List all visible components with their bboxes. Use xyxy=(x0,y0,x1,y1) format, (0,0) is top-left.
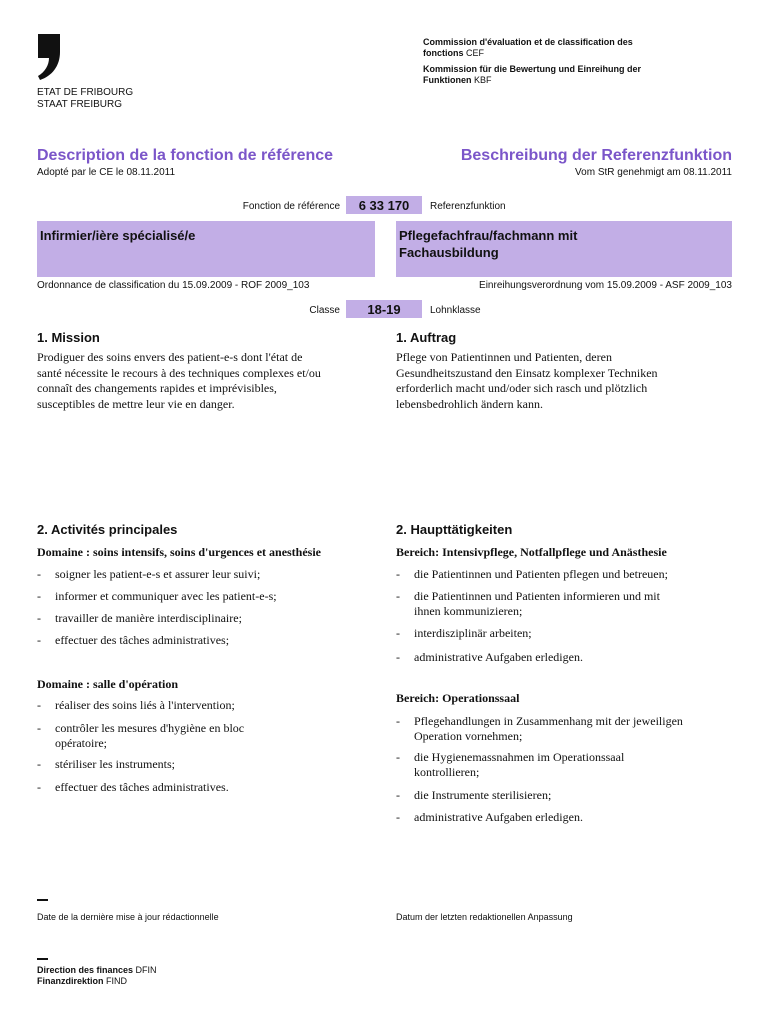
list-item-line: - contrôler les mesures d'hygiène en bloc xyxy=(55,721,245,735)
commission-de xyxy=(423,64,641,86)
mission-text-fr xyxy=(37,350,321,412)
activities-heading-fr: 2. Activités principales xyxy=(37,522,178,537)
mission-fr-line: susceptibles de mettre leur vie en danger. xyxy=(37,396,235,411)
logo-line-de: STAAT FREIBURG xyxy=(37,99,123,110)
fribourg-logo-icon xyxy=(36,34,62,80)
list-item-line: Operation vornehmen; xyxy=(414,729,523,743)
fonction-name-de-2: Fachausbildung xyxy=(399,245,499,260)
direction-de: Finanzdirektion xyxy=(37,976,104,986)
fonction-label-de: Referenzfunktion xyxy=(430,201,506,212)
list-item-line: ihnen kommunizieren; xyxy=(414,604,523,618)
fonction-number: 6 33 170 xyxy=(346,196,422,214)
last-update-fr: Date de la dernière mise à jour rédactionnelle xyxy=(37,912,219,922)
ordonnance-de: Einreihungsverordnung vom 15.09.2009 - ASF 2009_103 xyxy=(479,280,732,291)
list-item xyxy=(396,589,660,619)
list-item xyxy=(37,721,244,751)
domain2-fr: Domaine : salle d'opération xyxy=(37,677,178,691)
title-de: Beschreibung der Referenzfunktion xyxy=(460,147,732,164)
list-item: - travailler de manière interdisciplinaire; xyxy=(37,611,242,626)
fonction-name-fr: Infirmier/ière spécialisé/e xyxy=(40,228,196,243)
list-item-line: kontrollieren; xyxy=(414,765,480,779)
mission-fr-line: Prodiguer des soins envers des patient-e-s dont l'état de xyxy=(37,350,303,364)
adopted-fr: Adopté par le CE le 08.11.2011 xyxy=(37,167,176,178)
list-item-line: - Pflegehandlungen in Zusammenhang mit der jeweiligen xyxy=(414,714,683,728)
footer-divider xyxy=(37,899,48,901)
list-item xyxy=(396,714,683,744)
title-fr: Description de la fonction de référence xyxy=(37,147,334,164)
classe-value: 18-19 xyxy=(346,300,422,318)
mission-heading-fr: 1. Mission xyxy=(37,330,100,345)
mission-de-line: erforderlich macht und/oder sich rasch und plötzlich xyxy=(396,381,648,395)
ordonnance-fr: Ordonnance de classification du 15.09.2009 - ROF 2009_103 xyxy=(37,280,310,291)
domain1-list-fr xyxy=(37,567,377,667)
list-item-line: opératoire; xyxy=(55,736,107,750)
mission-de-line: lebensbedrohlich ändern kann. xyxy=(396,396,543,411)
list-item: - informer et communiquer avec les patient-e-s; xyxy=(37,589,277,604)
list-item: - stériliser les instruments; xyxy=(37,757,175,772)
list-item-line: - die Patientinnen und Patienten informieren und mit xyxy=(414,589,660,603)
list-item: - administrative Aufgaben erledigen. xyxy=(396,650,583,665)
direction-fr-abbr: DFIN xyxy=(135,965,157,975)
list-item xyxy=(396,750,624,780)
direction-block xyxy=(37,965,157,987)
commission-de-title-2: Funktionen xyxy=(423,75,472,85)
list-item: - interdisziplinär arbeiten; xyxy=(396,626,532,641)
footer-divider xyxy=(37,958,48,960)
mission-heading-de: 1. Auftrag xyxy=(396,330,457,345)
direction-de-abbr: FIND xyxy=(106,976,128,986)
fonction-name-box-de xyxy=(396,221,732,277)
domain1-fr: Domaine : soins intensifs, soins d'urgences et anesthésie xyxy=(37,545,322,559)
classe-label-fr: Classe xyxy=(309,305,340,316)
adopted-de: Vom StR genehmigt am 08.11.2011 xyxy=(575,167,732,178)
list-item-line: - die Hygienemassnahmen im Operationssaal xyxy=(414,750,625,764)
commission-de-abbr: KBF xyxy=(474,75,492,85)
fonction-name-box-fr xyxy=(37,221,375,277)
mission-fr-line: santé nécessite le recours à des techniques complexes et/ou xyxy=(37,365,321,380)
commission-fr xyxy=(423,37,633,59)
last-update-de: Datum der letzten redaktionellen Anpassung xyxy=(396,912,573,922)
list-item: - réaliser des soins liés à l'intervention; xyxy=(37,698,235,713)
classe-label-de: Lohnklasse xyxy=(430,305,481,316)
activities-heading-de: 2. Haupttätigkeiten xyxy=(396,522,513,537)
mission-de-line: Gesundheitszustand den Einsatz komplexer Techniken xyxy=(396,365,658,380)
domain1-list-de xyxy=(396,567,736,677)
logo-line-fr: ETAT DE FRIBOURG xyxy=(37,87,134,98)
fonction-name-de-1: Pflegefachfrau/fachmann mit xyxy=(399,228,578,243)
logo-text xyxy=(37,87,133,111)
list-item: - die Instrumente sterilisieren; xyxy=(396,788,551,803)
domain2-list-de xyxy=(396,714,741,834)
list-item: - die Patientinnen und Patienten pflegen und betreuen; xyxy=(396,567,668,582)
list-item: - effectuer des tâches administratives. xyxy=(37,780,229,795)
fonction-label-fr: Fonction de référence xyxy=(242,201,340,212)
commission-de-title-1: Kommission für die Bewertung und Einreihung der xyxy=(423,64,642,74)
list-item: - soigner les patient-e-s et assurer leur suivi; xyxy=(37,567,260,582)
commission-fr-abbr: CEF xyxy=(466,48,485,58)
commission-fr-title-1: Commission d'évaluation et de classification des xyxy=(423,37,633,47)
domain2-de: Bereich: Operationssaal xyxy=(396,691,520,705)
commission-fr-title-2: fonctions xyxy=(423,48,464,58)
direction-fr: Direction des finances xyxy=(37,965,134,975)
domain1-de: Bereich: Intensivpflege, Notfallpflege und Anästhesie xyxy=(396,545,667,559)
mission-fr-line: connaît des changements rapides et imprévisibles, xyxy=(37,381,277,395)
mission-de-line: Pflege von Patientinnen und Patienten, deren xyxy=(396,350,612,364)
list-item: - administrative Aufgaben erledigen. xyxy=(396,810,583,825)
list-item: - effectuer des tâches administratives; xyxy=(37,633,229,648)
mission-text-de xyxy=(396,350,658,412)
domain2-list-fr xyxy=(37,698,377,808)
